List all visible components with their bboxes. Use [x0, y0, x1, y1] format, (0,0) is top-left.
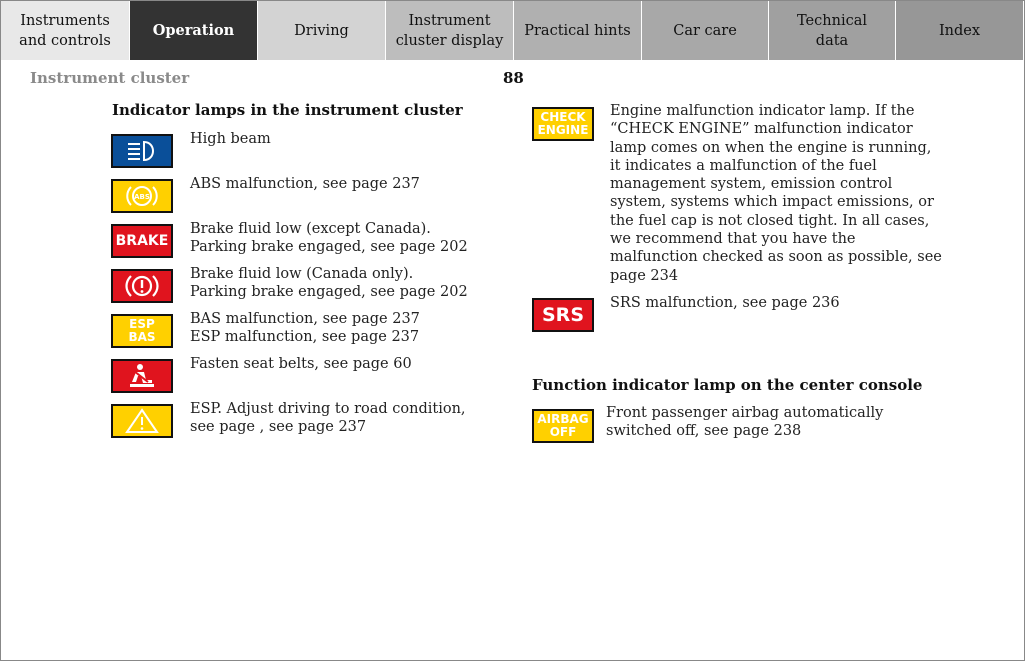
- tab-label: cluster display: [395, 32, 504, 49]
- item-text: High beam: [190, 131, 271, 147]
- tab-label: Car care: [673, 22, 737, 39]
- desc-line: lamp comes on when the engine is running,: [610, 139, 932, 156]
- list-item: [190, 400, 466, 436]
- tab-instrument-cluster-display[interactable]: [386, 1, 514, 60]
- tab-label: and controls: [19, 32, 111, 49]
- item-text: switched off, see page 238: [606, 423, 802, 439]
- list-item: [190, 310, 420, 346]
- high-beam-icon: [111, 134, 173, 168]
- tab-label: Instrument: [408, 12, 491, 29]
- engine-lamp-text: ENGINE: [537, 123, 589, 137]
- airbag-off-icon: [532, 409, 594, 443]
- item-text: Parking brake engaged, see page 202: [190, 284, 468, 300]
- item-text: ESP malfunction, see page 237: [190, 329, 420, 345]
- tab-label: Instruments: [20, 12, 110, 29]
- list-item: [190, 175, 420, 193]
- tab-label: Operation: [152, 21, 235, 39]
- check-lamp-text: CHECK: [540, 110, 586, 124]
- right-heading: Function indicator lamp on the center console: [532, 376, 923, 394]
- tab-label: Practical hints: [524, 22, 631, 39]
- tab-label: data: [815, 32, 849, 49]
- check-engine-description: [610, 102, 942, 285]
- tab-instruments-and-controls[interactable]: [1, 1, 130, 60]
- list-item: [190, 130, 271, 148]
- item-text: see page , see page 237: [190, 419, 367, 435]
- desc-line: system, systems which impact emissions, or: [610, 194, 934, 211]
- brake-text-icon: [111, 224, 173, 258]
- list-item: [606, 404, 883, 440]
- nav-tabs: [1, 1, 1023, 60]
- tab-label: Driving: [294, 22, 349, 39]
- list-item: [610, 294, 840, 312]
- item-text: Parking brake engaged, see page 202: [190, 239, 468, 255]
- list-item: [190, 265, 468, 301]
- item-text: BAS malfunction, see page 237: [190, 311, 420, 327]
- abs-lamp-text: ABS: [134, 193, 150, 201]
- item-text: ABS malfunction, see page 237: [190, 176, 420, 192]
- abs-icon: [111, 179, 173, 213]
- tab-technical-data[interactable]: [769, 1, 896, 60]
- check-engine-icon: [532, 107, 594, 141]
- item-text: ESP. Adjust driving to road condition,: [190, 401, 466, 417]
- esp-bas-icon: [111, 314, 173, 348]
- srs-lamp-text: SRS: [542, 304, 584, 326]
- desc-line: page 234: [610, 267, 679, 284]
- off-lamp-text: OFF: [549, 425, 577, 439]
- item-text: SRS malfunction, see page 236: [610, 295, 840, 311]
- desc-line: Engine malfunction indicator lamp. If the: [610, 103, 915, 119]
- page-number: 88: [503, 69, 524, 87]
- esp-lamp-text: ESP: [129, 317, 155, 331]
- tab-index[interactable]: [896, 1, 1023, 60]
- airbag-lamp-text: AIRBAG: [537, 412, 589, 426]
- tab-practical-hints[interactable]: [514, 1, 642, 60]
- left-heading: Indicator lamps in the instrument cluster: [112, 101, 463, 119]
- list-item: [190, 355, 412, 373]
- srs-icon: [532, 298, 594, 332]
- tab-operation[interactable]: [130, 1, 258, 60]
- item-text: Front passenger airbag automatically: [606, 405, 884, 421]
- seat-belt-icon: [111, 359, 173, 393]
- list-item: [190, 220, 468, 256]
- desc-line: the fuel cap is not closed tight. In all cases,: [610, 212, 930, 229]
- desc-line: “CHECK ENGINE” malfunction indicator: [610, 121, 913, 138]
- item-text: Fasten seat belts, see page 60: [190, 356, 412, 372]
- desc-line: management system, emission control: [610, 176, 893, 193]
- warning-triangle-icon: [111, 404, 173, 438]
- tab-label: Index: [938, 22, 981, 39]
- tab-label: Technical: [797, 12, 867, 29]
- item-text: Brake fluid low (except Canada).: [190, 221, 431, 237]
- tab-driving[interactable]: [258, 1, 386, 60]
- desc-line: malfunction checked as soon as possible, see: [610, 249, 942, 266]
- section-title: Instrument cluster: [30, 69, 190, 87]
- bas-lamp-text: BAS: [128, 330, 156, 344]
- item-text: Brake fluid low (Canada only).: [190, 266, 414, 282]
- desc-line: we recommend that you have the: [610, 231, 856, 248]
- brake-circle-icon: [111, 269, 173, 303]
- tab-car-care[interactable]: [642, 1, 769, 60]
- desc-line: it indicates a malfunction of the fuel: [610, 157, 877, 174]
- brake-lamp-text: BRAKE: [115, 233, 169, 249]
